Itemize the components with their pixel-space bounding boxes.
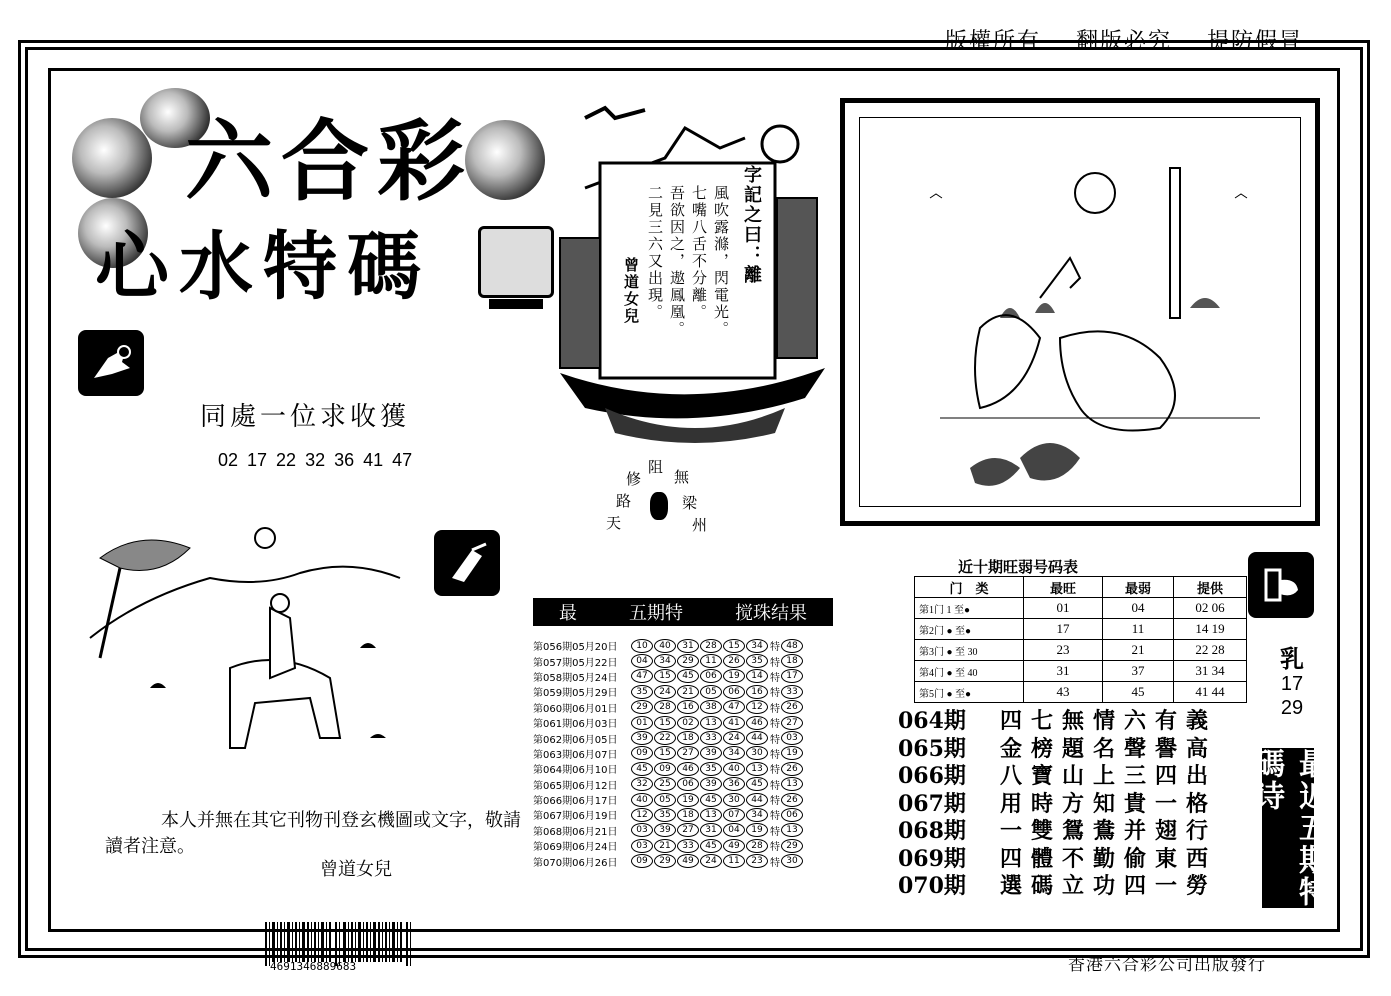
period-poem-text: 一雙鴛鴦并翅行 xyxy=(1000,818,1218,844)
poem-heading: 字記之曰：離 xyxy=(741,165,762,285)
period-number: 069期 xyxy=(898,845,966,872)
ball-number: 12 xyxy=(746,700,768,714)
poem-line: 二見三六又出現。 xyxy=(646,185,664,321)
results-header-part: 搅珠结果 xyxy=(735,603,807,624)
ball-number: 06 xyxy=(700,669,722,683)
hot-cell: 01 xyxy=(1024,598,1103,619)
ball-number: 34 xyxy=(723,746,745,760)
publisher-line: 香港六合彩公司出版發行 xyxy=(1068,955,1266,975)
seal-char: 天 xyxy=(606,514,622,532)
special-label: 特 xyxy=(770,857,780,869)
draw-date: 第067期06月19日 xyxy=(533,811,618,823)
poem-author: 曾道女兒 xyxy=(622,257,640,325)
period-poem-row xyxy=(898,736,1217,764)
table-row xyxy=(533,792,804,807)
provide-cell: 02 06 xyxy=(1174,598,1247,619)
riddle-picture xyxy=(840,98,1320,526)
cold-cell: 11 xyxy=(1103,619,1174,640)
special-number: 26 xyxy=(781,700,803,714)
special-number: 48 xyxy=(781,639,803,653)
draw-date: 第056期05月20日 xyxy=(533,642,618,654)
ball-number: 21 xyxy=(677,685,699,699)
ball-number: 13 xyxy=(700,716,722,730)
draw-date: 第060期06月01日 xyxy=(533,703,618,715)
cold-cell: 45 xyxy=(1103,682,1174,703)
ball-number: 04 xyxy=(723,823,745,837)
draw-date: 第061期06月03日 xyxy=(533,719,618,731)
special-number: 03 xyxy=(781,731,803,745)
results-header-part: 五期特 xyxy=(629,603,683,624)
table-row xyxy=(533,838,804,853)
door-cell: 第3门 ● 至 30 xyxy=(915,640,1024,661)
table-row xyxy=(533,715,804,730)
seal-char: 修 xyxy=(626,470,642,488)
poem-line: 風吹露滌，閃電光。 xyxy=(712,185,730,338)
draw-date: 第070期06月26日 xyxy=(533,857,618,869)
table-header: 最弱 xyxy=(1103,577,1174,598)
door-cell: 第5门 ● 至● xyxy=(915,682,1024,703)
ball-number: 09 xyxy=(631,854,653,868)
seal-char: 梁 xyxy=(682,494,698,512)
results-header xyxy=(533,598,833,626)
hot-cell: 43 xyxy=(1024,682,1103,703)
ball-number: 39 xyxy=(654,823,676,837)
seal-stamp xyxy=(596,456,716,536)
ball-number: 15 xyxy=(654,669,676,683)
ball-number: 19 xyxy=(677,793,699,807)
cold-cell: 04 xyxy=(1103,598,1174,619)
ball-number: 29 xyxy=(654,854,676,868)
ball-number: 33 xyxy=(700,731,722,745)
ball-number: 23 xyxy=(746,854,768,868)
ball-number: 32 xyxy=(631,777,653,791)
period-poem-text: 四七無情六有義 xyxy=(1000,708,1218,734)
ball-number: 34 xyxy=(746,808,768,822)
special-number: 17 xyxy=(781,669,803,683)
table-row xyxy=(533,669,804,684)
ball-number: 05 xyxy=(700,685,722,699)
ball-number: 41 xyxy=(723,716,745,730)
ball-number: 39 xyxy=(700,746,722,760)
table-row xyxy=(915,598,1247,619)
special-label: 特 xyxy=(770,749,780,761)
ball-number: 35 xyxy=(631,685,653,699)
notice-signature: 曾道女兒 xyxy=(320,859,392,880)
ball-number: 15 xyxy=(723,639,745,653)
period-number: 065期 xyxy=(898,735,966,762)
ball-number: 16 xyxy=(677,700,699,714)
table-row xyxy=(533,761,804,776)
hot-cell: 31 xyxy=(1024,661,1103,682)
table-header: 门 类 xyxy=(915,577,1024,598)
notice-text: 本人并無在其它刊物刊登玄機圖或文字，敬請讀者注意。 xyxy=(105,810,521,857)
ball-number: 47 xyxy=(631,669,653,683)
ball-number: 11 xyxy=(723,854,745,868)
page-title: 六合彩 xyxy=(185,109,474,213)
draw-date: 第069期06月24日 xyxy=(533,842,618,854)
draw-date: 第064期06月10日 xyxy=(533,765,618,777)
table-row xyxy=(533,653,804,668)
ball-number: 45 xyxy=(700,839,722,853)
period-number: 066期 xyxy=(898,763,966,789)
special-label: 特 xyxy=(770,642,780,654)
draw-date: 第066期06月17日 xyxy=(533,796,618,808)
ball-number: 04 xyxy=(631,654,653,668)
ball-number: 24 xyxy=(723,731,745,745)
table-row xyxy=(533,700,804,715)
special-label: 特 xyxy=(770,796,780,808)
ball-number: 49 xyxy=(723,839,745,853)
side-zodiac-numbers xyxy=(1272,648,1312,720)
hot-cold-title: 近十期旺弱号码表 xyxy=(958,558,1079,576)
ball-number: 44 xyxy=(746,731,768,745)
ball-number: 05 xyxy=(654,793,676,807)
ball-number: 19 xyxy=(723,669,745,683)
ball-number: 15 xyxy=(654,746,676,760)
ball-number: 01 xyxy=(631,716,653,730)
cold-cell: 21 xyxy=(1103,640,1174,661)
ball-number: 13 xyxy=(700,808,722,822)
table-row xyxy=(915,682,1247,703)
ship-poem xyxy=(600,165,770,375)
ball-number: 39 xyxy=(700,777,722,791)
door-cell: 第2门 ● 至● xyxy=(915,619,1024,640)
side-number: 17 xyxy=(1280,673,1304,695)
ball-number: 29 xyxy=(631,700,653,714)
decorative-blob xyxy=(465,120,545,200)
hint-numbers: 02 17 22 32 36 41 47 xyxy=(218,450,413,470)
ball-number: 28 xyxy=(654,700,676,714)
period-poem-row xyxy=(898,791,1217,819)
special-label: 特 xyxy=(770,657,780,669)
copyright-item: 版權所有 xyxy=(945,29,1042,54)
ball-number: 26 xyxy=(723,654,745,668)
table-row xyxy=(533,777,804,792)
side-number: 29 xyxy=(1280,697,1304,719)
ball-number: 27 xyxy=(677,823,699,837)
ball-number: 09 xyxy=(654,762,676,776)
period-number: 070期 xyxy=(898,873,966,899)
table-row xyxy=(533,823,804,838)
door-cell: 第4门 ● 至 40 xyxy=(915,661,1024,682)
table-header: 最旺 xyxy=(1024,577,1103,598)
barcode-number: 4691346889683 xyxy=(270,960,357,973)
draw-date: 第058期05月24日 xyxy=(533,672,618,684)
ball-number: 22 xyxy=(654,731,676,745)
special-number: 06 xyxy=(781,808,803,822)
results-header-part: 最 xyxy=(559,603,577,624)
provide-cell: 41 44 xyxy=(1174,682,1247,703)
period-poem-text: 選碼立功四一勞 xyxy=(1000,873,1218,899)
period-poem-text: 金榜題名聲譽高 xyxy=(1000,735,1218,762)
hand-gesture-icon xyxy=(1248,552,1314,618)
table-row xyxy=(533,746,804,761)
traveler-illustration xyxy=(80,518,440,788)
ball-number: 46 xyxy=(677,762,699,776)
ball-number: 24 xyxy=(700,854,722,868)
ball-number: 02 xyxy=(677,716,699,730)
draw-date: 第059期05月29日 xyxy=(533,688,618,700)
hand-pointing-icon xyxy=(78,330,144,396)
hot-cold-table xyxy=(914,576,1247,703)
ball-number: 28 xyxy=(746,839,768,853)
ball-number: 25 xyxy=(654,777,676,791)
hot-cell: 17 xyxy=(1024,619,1103,640)
special-label: 特 xyxy=(770,719,780,731)
special-label: 特 xyxy=(770,672,780,684)
special-label: 特 xyxy=(770,811,780,823)
period-poem-row xyxy=(898,708,1217,736)
ball-number: 36 xyxy=(723,777,745,791)
table-header: 提供 xyxy=(1174,577,1247,598)
animals-illustration xyxy=(860,118,1310,516)
ball-number: 45 xyxy=(746,777,768,791)
special-label: 特 xyxy=(770,780,780,792)
cold-cell: 37 xyxy=(1103,661,1174,682)
provide-cell: 14 19 xyxy=(1174,619,1247,640)
ball-number: 21 xyxy=(654,839,676,853)
hint-phrase: 同處一位求收獲 xyxy=(200,402,411,432)
stamp-icon xyxy=(478,226,554,298)
period-poem-text: 用時方知貴一格 xyxy=(1000,790,1218,817)
period-poem-row xyxy=(898,873,1217,901)
period-number: 067期 xyxy=(898,790,966,817)
ball-number: 40 xyxy=(723,762,745,776)
special-number: 27 xyxy=(781,716,803,730)
ball-number: 40 xyxy=(631,793,653,807)
ball-number: 03 xyxy=(631,839,653,853)
ball-number: 03 xyxy=(631,823,653,837)
special-label: 特 xyxy=(770,703,780,715)
ball-number: 29 xyxy=(677,654,699,668)
table-row xyxy=(915,640,1247,661)
ball-number: 15 xyxy=(654,716,676,730)
ball-number: 45 xyxy=(631,762,653,776)
special-number: 26 xyxy=(781,793,803,807)
side-title: 最近五期特碼诗 xyxy=(1249,748,1328,908)
table-row xyxy=(533,638,804,653)
special-label: 特 xyxy=(770,826,780,838)
hot-cell: 23 xyxy=(1024,640,1103,661)
table-row xyxy=(533,730,804,745)
ball-number: 35 xyxy=(700,762,722,776)
provide-cell: 22 28 xyxy=(1174,640,1247,661)
ball-number: 35 xyxy=(746,654,768,668)
ball-number: 13 xyxy=(746,762,768,776)
ball-number: 18 xyxy=(677,731,699,745)
copyright-notice xyxy=(945,24,1329,55)
table-row xyxy=(533,807,804,822)
special-label: 特 xyxy=(770,734,780,746)
results-table xyxy=(533,638,804,869)
table-row xyxy=(915,619,1247,640)
period-number: 068期 xyxy=(898,818,966,844)
special-number: 19 xyxy=(781,746,803,760)
ball-number: 46 xyxy=(746,716,768,730)
ball-number: 10 xyxy=(631,639,653,653)
poem-line: 吾欲因之，遨鳳凰。 xyxy=(668,185,686,338)
ball-number: 16 xyxy=(746,685,768,699)
tiger-icon xyxy=(650,492,668,520)
ball-number: 28 xyxy=(700,639,722,653)
seal-char: 路 xyxy=(616,492,632,510)
decorative-blob xyxy=(72,118,152,198)
seal-char: 阻 xyxy=(648,458,664,476)
copyright-item: 提防假冒 xyxy=(1207,29,1304,54)
ball-number: 34 xyxy=(654,654,676,668)
ball-number: 38 xyxy=(700,700,722,714)
special-number: 29 xyxy=(781,839,803,853)
table-row xyxy=(533,684,804,699)
ball-number: 06 xyxy=(723,685,745,699)
ball-number: 35 xyxy=(654,808,676,822)
ball-number: 09 xyxy=(631,746,653,760)
ball-number: 06 xyxy=(677,777,699,791)
special-label: 特 xyxy=(770,688,780,700)
period-poem-row xyxy=(898,763,1217,791)
page-subtitle: 心水特碼 xyxy=(95,224,431,310)
ball-number: 14 xyxy=(746,669,768,683)
period-number: 064期 xyxy=(898,708,966,734)
ball-number: 27 xyxy=(677,746,699,760)
ball-number: 07 xyxy=(723,808,745,822)
special-label: 特 xyxy=(770,842,780,854)
special-number: 30 xyxy=(781,854,803,868)
ball-number: 39 xyxy=(631,731,653,745)
ball-number: 24 xyxy=(654,685,676,699)
ball-number: 49 xyxy=(677,854,699,868)
special-label: 特 xyxy=(770,765,780,777)
door-cell: 第1门 1 至● xyxy=(915,598,1024,619)
special-number: 18 xyxy=(781,654,803,668)
ball-number: 30 xyxy=(723,793,745,807)
table-row xyxy=(915,661,1247,682)
poem-line: 七嘴八舌不分離。 xyxy=(690,185,708,321)
special-number: 13 xyxy=(781,823,803,837)
seal-char: 無 xyxy=(674,468,690,486)
seal-char: 州 xyxy=(692,516,708,534)
draw-date: 第057期05月22日 xyxy=(533,657,618,669)
special-number: 33 xyxy=(781,685,803,699)
ball-number: 45 xyxy=(677,669,699,683)
ball-number: 31 xyxy=(677,639,699,653)
provide-cell: 31 34 xyxy=(1174,661,1247,682)
period-poems xyxy=(898,708,1217,901)
ball-number: 40 xyxy=(654,639,676,653)
ball-number: 19 xyxy=(746,823,768,837)
period-poem-text: 四體不勤偷東西 xyxy=(1000,845,1218,872)
draw-date: 第063期06月07日 xyxy=(533,749,618,761)
ball-number: 44 xyxy=(746,793,768,807)
hand-writing-icon xyxy=(434,530,500,596)
period-poem-row xyxy=(898,818,1217,846)
copyright-item: 翻版必究 xyxy=(1076,29,1173,54)
period-poem-text: 八寶山上三四出 xyxy=(1000,763,1218,789)
period-poem-row xyxy=(898,846,1217,874)
special-number: 26 xyxy=(781,762,803,776)
ball-number: 11 xyxy=(700,654,722,668)
draw-date: 第068期06月21日 xyxy=(533,826,618,838)
draw-date: 第065期06月12日 xyxy=(533,780,618,792)
ball-number: 18 xyxy=(677,808,699,822)
ball-number: 31 xyxy=(700,823,722,837)
draw-date: 第062期06月05日 xyxy=(533,734,618,746)
side-zodiac: 乳 xyxy=(1280,646,1304,673)
ball-number: 45 xyxy=(700,793,722,807)
special-number: 13 xyxy=(781,777,803,791)
ball-number: 12 xyxy=(631,808,653,822)
ball-number: 30 xyxy=(746,746,768,760)
table-row xyxy=(533,853,804,868)
ball-number: 34 xyxy=(746,639,768,653)
ball-number: 33 xyxy=(677,839,699,853)
ball-number: 47 xyxy=(723,700,745,714)
